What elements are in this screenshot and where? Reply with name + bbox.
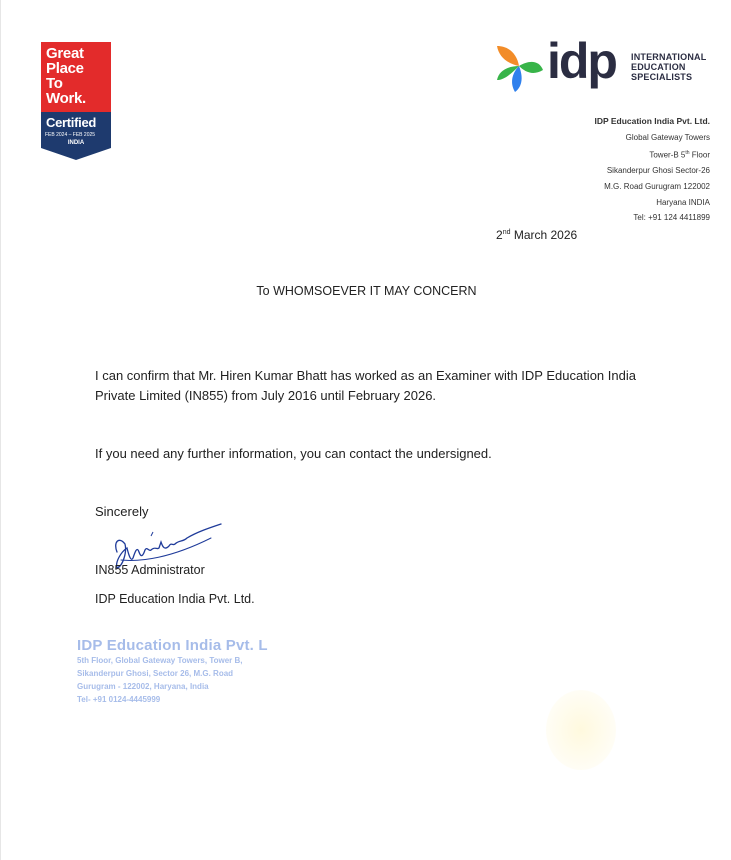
badge-certified: Certified bbox=[46, 115, 97, 130]
stamp-title: IDP Education India Pvt. L bbox=[77, 637, 268, 654]
stamp-address bbox=[77, 654, 268, 706]
stamp-line: Gurugram - 122002, Haryana, India bbox=[77, 682, 209, 691]
badge-line: Great bbox=[46, 45, 84, 62]
badge-red-panel bbox=[41, 42, 111, 112]
stamp-line: Sikanderpur Ghosi, Sector 26, M.G. Road bbox=[77, 669, 234, 678]
tagline-line: EDUCATION bbox=[631, 62, 686, 72]
address-line: Sikanderpur Ghosi Sector-26 bbox=[606, 166, 710, 176]
letter-date bbox=[496, 228, 577, 242]
badge-line: To bbox=[46, 75, 63, 92]
body-paragraph: I can confirm that Mr. Hiren Kumar Bhatt has worked as an Examiner with IDP Education India Private Limited (IN855) from July 2016 until February 2026. bbox=[95, 368, 636, 403]
date-rest: March 2026 bbox=[510, 228, 578, 242]
badge-line: Work. bbox=[46, 90, 86, 107]
tagline-line: INTERNATIONAL bbox=[631, 52, 707, 62]
badge-navy-panel bbox=[41, 112, 111, 160]
date-sup: nd bbox=[502, 229, 511, 236]
closing-sincerely: Sincerely bbox=[95, 504, 149, 519]
stamp-line: Tel- +91 0124-4445999 bbox=[77, 695, 161, 704]
company-stamp bbox=[77, 637, 268, 706]
address-line: Haryana INDIA bbox=[656, 197, 710, 207]
address-line: M.G. Road Gurugram 122002 bbox=[604, 181, 710, 191]
badge-line: Place bbox=[46, 60, 84, 77]
address-line: Global Gateway Towers bbox=[625, 132, 710, 142]
stamp-line: 5th Floor, Global Gateway Towers, Tower B, bbox=[77, 656, 243, 665]
address-company: IDP Education India Pvt. Ltd. bbox=[594, 116, 710, 126]
address-floor-suffix: Floor bbox=[689, 150, 710, 160]
tagline-line: SPECIALISTS bbox=[631, 72, 693, 82]
signatory-company: IDP Education India Pvt. Ltd. bbox=[95, 592, 255, 606]
address-line-floor bbox=[594, 146, 710, 163]
date-day: 2 bbox=[496, 228, 503, 242]
company-address bbox=[594, 114, 710, 226]
idp-wordmark: idp bbox=[547, 33, 616, 89]
paper-smudge bbox=[546, 690, 616, 770]
address-line: Tel: +91 124 4411899 bbox=[633, 213, 710, 223]
idp-logo bbox=[495, 33, 715, 94]
signatory-title: IN855 Administrator bbox=[95, 563, 205, 577]
badge-country: INDIA bbox=[67, 140, 85, 146]
great-place-to-work-badge bbox=[41, 42, 111, 160]
idp-tagline bbox=[631, 52, 706, 82]
body-paragraph: If you need any further information, you can contact the undersigned. bbox=[95, 446, 492, 461]
address-line: Tower-B 5 bbox=[649, 150, 686, 160]
address-floor-sup: th bbox=[685, 149, 690, 156]
badge-dates: FEB 2024 – FEB 2025 bbox=[45, 132, 96, 138]
letter-subject: To WHOMSOEVER IT MAY CONCERN bbox=[256, 284, 477, 298]
idp-petal-icon bbox=[495, 40, 545, 92]
